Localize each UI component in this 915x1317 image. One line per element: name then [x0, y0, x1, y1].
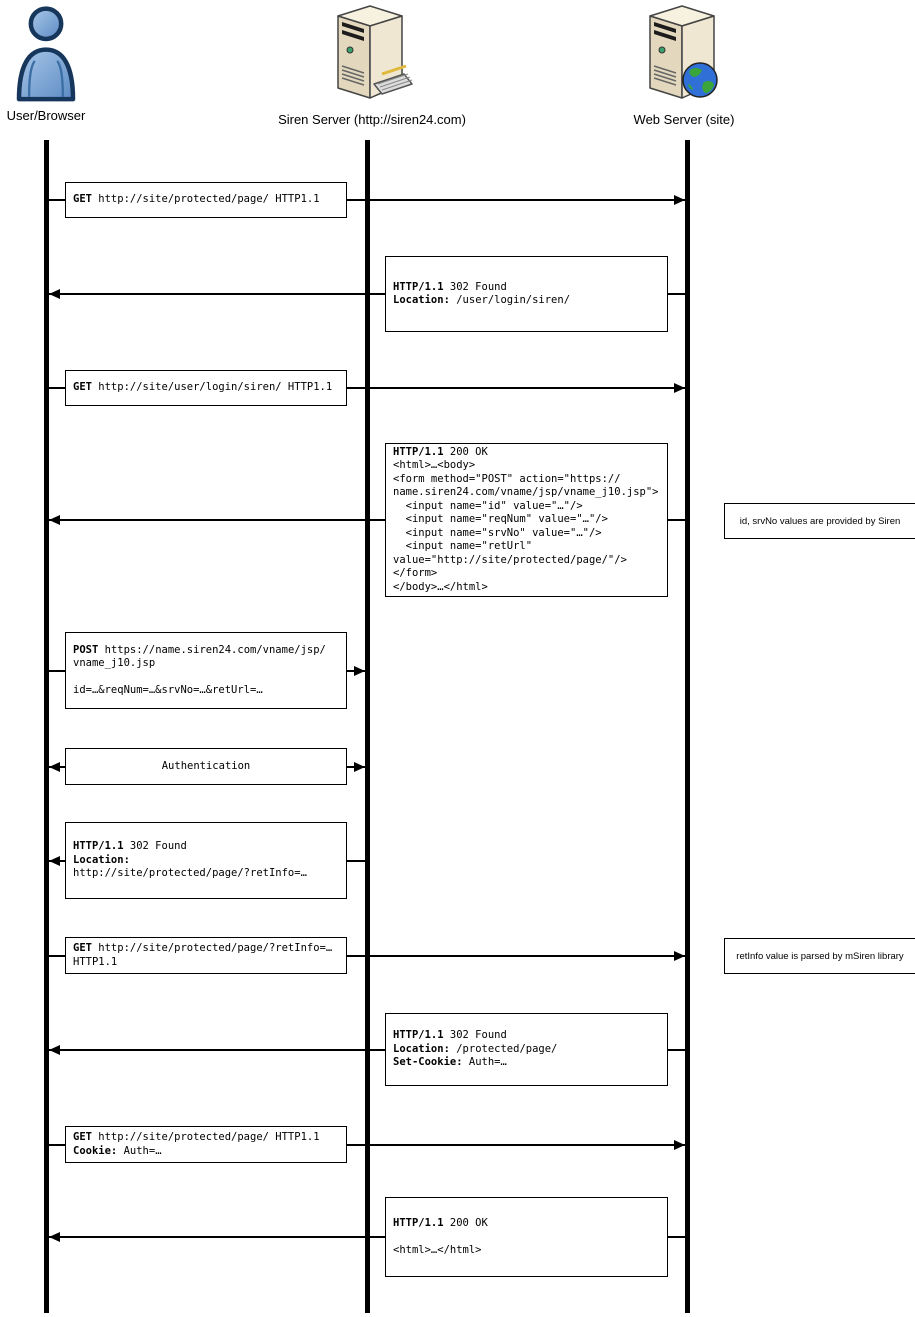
- message-text-line: <input name="srvNo" value="…"/>: [393, 526, 602, 539]
- message-text-line: HTTP1.1: [73, 955, 118, 968]
- message-text-line: <input name="reqNum" value="…"/>: [393, 513, 608, 526]
- message-text-line: [73, 671, 339, 685]
- message-text-line: HTTP/1.1 302 Found: [393, 280, 507, 293]
- message-text-line: GET http://site/protected/page/?retInfo=…: [73, 942, 333, 954]
- arrowhead-left-icon-m7: [49, 856, 60, 866]
- message-text-line: http://site/protected/page/?retInfo=…: [73, 867, 307, 880]
- message-text-line: Location: /user/login/siren/: [393, 294, 571, 306]
- note-id-srvno: id, srvNo values are provided by Siren: [724, 503, 915, 539]
- message-box-m9: [385, 1013, 668, 1086]
- actor-web-server: [574, 4, 794, 127]
- arrowhead-left-icon-m6: [49, 762, 60, 772]
- message-box-m4: [385, 443, 668, 597]
- message-box-m8: [65, 937, 347, 974]
- arrowhead-left-icon-m4: [49, 515, 60, 525]
- actor-label-user: User/Browser: [6, 108, 86, 123]
- message-box-m10: [65, 1126, 347, 1163]
- message-box-m11: [385, 1197, 668, 1277]
- message-text-line: HTTP/1.1 302 Found: [393, 1029, 507, 1042]
- message-text-line: <html>…<body>: [393, 459, 476, 472]
- message-text-line: Set-Cookie: Auth=…: [393, 1056, 507, 1069]
- arrowhead-left-icon-m2: [49, 289, 60, 299]
- message-text-line: name.siren24.com/vname/jsp/vname_j10.jsp">: [393, 486, 659, 499]
- message-text-line: <input name="id" value="…"/>: [393, 499, 583, 512]
- message-text-line: value="http://site/protected/page/"/>: [393, 553, 627, 566]
- message-text-line: Cookie: Auth=…: [73, 1144, 162, 1157]
- arrowhead-right-icon-m10: [674, 1140, 685, 1150]
- message-box-m6: [65, 748, 347, 785]
- message-box-m5: [65, 632, 347, 709]
- arrowhead-right-icon-m6: [354, 762, 365, 772]
- message-text-line: vname_j10.jsp: [73, 657, 156, 669]
- actor-label-siren-server: Siren Server (http://siren24.com): [278, 112, 466, 127]
- actor-user: [0, 4, 156, 123]
- message-box-m1: [65, 182, 347, 218]
- lifeline-user: [44, 140, 49, 1313]
- message-text-line: Location:: [73, 853, 130, 866]
- server-keyboard-icon: [330, 4, 414, 106]
- lifeline-web: [685, 140, 690, 1313]
- message-text-line: GET http://site/protected/page/ HTTP1.1: [73, 193, 320, 206]
- person-icon: [10, 4, 82, 102]
- server-globe-icon: [642, 4, 726, 106]
- message-text-line: </form>: [393, 567, 438, 580]
- message-box-m3: [65, 370, 347, 406]
- note-retinfo: retInfo value is parsed by mSiren library: [724, 938, 915, 974]
- arrowhead-left-icon-m11: [49, 1232, 60, 1242]
- arrowhead-left-icon-m9: [49, 1045, 60, 1055]
- message-box-m7: [65, 822, 347, 899]
- message-text-line: HTTP/1.1 200 OK: [393, 1216, 488, 1229]
- message-text-line: GET http://site/protected/page/ HTTP1.1: [73, 1131, 320, 1143]
- arrowhead-right-icon-m5: [354, 666, 365, 676]
- message-text-line: Authentication: [161, 759, 251, 772]
- message-box-m2: [385, 256, 668, 332]
- actor-siren-server: [262, 4, 482, 127]
- message-text-line: </body>…</html>: [393, 580, 488, 593]
- message-text-line: <html>…</html>: [393, 1243, 482, 1256]
- message-text-line: GET http://site/user/login/siren/ HTTP1.1: [73, 381, 333, 394]
- message-text-line: id=…&reqNum=…&srvNo=…&retUrl=…: [73, 684, 263, 696]
- message-text-line: HTTP/1.1 200 OK: [393, 445, 488, 458]
- message-text-line: <input name="retUrl": [393, 540, 533, 553]
- message-text-line: POST https://name.siren24.com/vname/jsp/: [73, 643, 326, 656]
- lifeline-siren: [365, 140, 370, 1313]
- actor-label-web-server: Web Server (site): [633, 112, 735, 127]
- arrowhead-right-icon-m8: [674, 951, 685, 961]
- arrowhead-right-icon-m1: [674, 195, 685, 205]
- message-text-line: <form method="POST" action="https://: [393, 472, 621, 485]
- arrowhead-right-icon-m3: [674, 383, 685, 393]
- message-text-line: Location: /protected/page/: [393, 1042, 558, 1055]
- message-text-line: HTTP/1.1 302 Found: [73, 840, 187, 853]
- message-text-line: [393, 1230, 660, 1244]
